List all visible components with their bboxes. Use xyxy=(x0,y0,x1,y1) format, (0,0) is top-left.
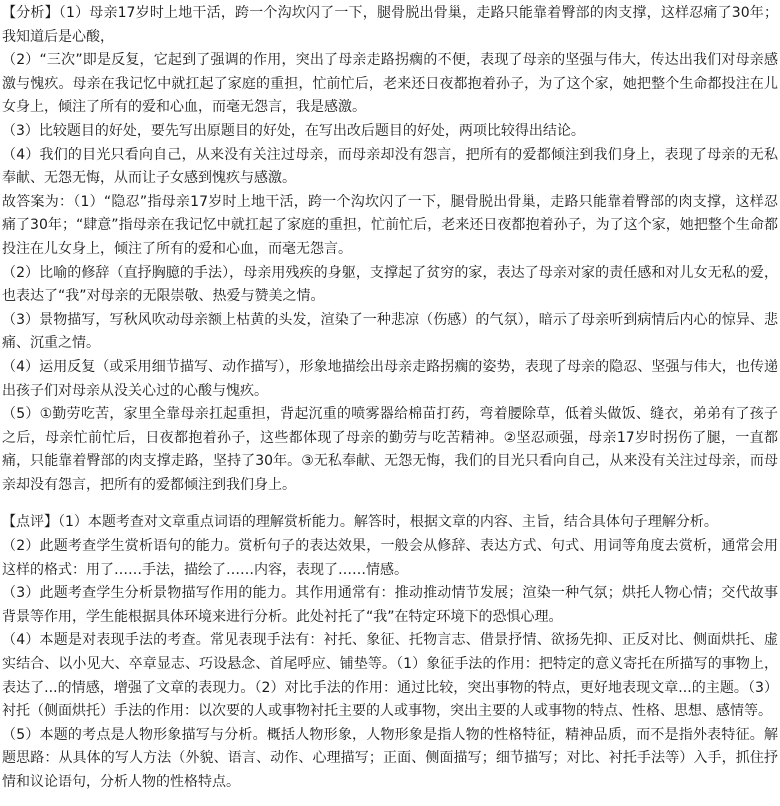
section-divider xyxy=(2,497,778,511)
analysis-paragraph-2: （2）“三次”即是反复，它起到了强调的作用，突出了母亲走路拐瘸的不便，表现了母亲的坚强与伟大，传达出我们对母亲感激与愧疚。母亲在我记忆中就扛起了家庭的重担，忙前忙后，老来还日夜都抱着孙子，为了这个家，她把整个生命都投注在儿女身上，倾注了所有的爱和心血，而毫无怨言，我是感激。 xyxy=(2,52,778,116)
analysis-paragraph-4: （4）我们的目光只看向自己，从来没有关注过母亲，而母亲却没有怨言，把所有的爱都倾注到我们身上，表现了母亲的无私奉献、无怨无悔，从而让子女感到愧疚与感激。 xyxy=(2,146,778,187)
commentary-paragraph-1: 【点评】（1）本题考查对文章重点词语的理解赏析能力。解答时，根据文章的内容、主旨，结合具体句子理解分析。 xyxy=(2,514,718,531)
answer-paragraph-3: （3）景物描写，写秋风吹动母亲额上枯黄的头发，渲染了一种悲凉（伤感）的气氛），暗示了母亲听到病情后内心的惊异、悲痛、沉重之情。 xyxy=(2,311,778,352)
analysis-paragraph-3: （3）比较题目的好处，要先写出原题目的好处，在写出改后题目的好处，两项比较得出结论。 xyxy=(2,122,585,139)
commentary-paragraph-5: （5）本题的考点是人物形象描写与分析。概括人物形象，人物形象是指人物的性格特征，精神品质，而不是指外表特征。解题思路：从具体的写人方法（外貌、语言、动作、心理描写；正面、侧面描写；细节描写；对比、衬托手法等）入手，抓住抒情和议论语句，分析人物的性格特点。 xyxy=(2,726,778,790)
analysis-paragraph-1: 【分析】（1）母亲17岁时上地干活，跨一个沟坎闪了一下，腿骨脱出骨巢，走路只能靠着臀部的肉支撑，这样忍痛了30年；我知道后是心酸， xyxy=(2,5,778,45)
answer-paragraph-1: 故答案为：（1）“隐忍”指母亲17岁时上地干活，跨一个沟坎闪了一下，腿骨脱出骨巢，走路只能靠着臀部的肉支撑，这样忍痛了30年；“肆意”指母亲在我记忆中就扛起了家庭的重担，忙前忙后，老来还日夜都抱着孙子，为了这个家，她把整个生命都投注在儿女身上，倾注了所有的爱和心血，而毫无怨言。 xyxy=(2,193,778,257)
answer-paragraph-4: （4）运用反复（或采用细节描写、动作描写），形象地描绘出母亲走路拐瘸的姿势，表现了母亲的隐忍、坚强与伟大，也传递出孩子们对母亲从没关心过的心酸与愧疚。 xyxy=(2,358,778,399)
analysis-section xyxy=(2,2,778,497)
commentary-paragraph-2: （2）此题考查学生赏析语句的能力。赏析句子的表达效果，一般会从修辞、表达方式、句式、用词等角度去赏析，通常会用这样的格式：用了……手法，描绘了……内容，表现了……情感。 xyxy=(2,538,778,578)
commentary-section xyxy=(2,511,778,794)
answer-paragraph-5: （5）①勤劳吃苦，家里全靠母亲扛起重担，背起沉重的喷雾器给棉苗打药，弯着腰除草，低着头做饭、缝衣，弟弟有了孩子之后，母亲忙前忙后，日夜都抱着孙子，这些都体现了母亲的勤劳与吃苦精神。②坚忍顽强，母亲17岁时拐伤了腿，一直都痛，只能靠着臀部的肉支撑走路，坚持了30年。③无私奉献、无怨无悔，我们的目光只看向自己，从来没有关注过母亲，而母亲却没有怨言，把所有的爱都倾注到我们身上。 xyxy=(2,406,778,493)
commentary-paragraph-4: （4）本题是对表现手法的考查。常见表现手法有：衬托、象征、托物言志、借景抒情、欲扬先抑、正反对比、侧面烘托、虚实结合、以小见大、卒章显志、巧设悬念、首尾呼应、铺垫等。（1）象征手法的作用：把特定的意义寄托在所描写的事物上，表达了...的情感，增强了文章的表现力。（2）对比手法的作用：通过比较，突出事物的特点，更好地表现文章...的主题。（3）衬托（侧面烘托）手法的作用：以次要的人或事物衬托主要的人或事物，突出主要的人或事物的特点、性格、思想、感情等。 xyxy=(2,632,778,720)
commentary-paragraph-3: （3）此题考查学生分析景物描写作用的能力。其作用通常有：推动推动情节发展；渲染一种气氛；烘托人物心情；交代故事背景等作用，学生能根据具体环境来进行分析。此处衬托了“我”在特定环境下的恐惧心理。 xyxy=(2,585,778,625)
answer-paragraph-2: （2）比喻的修辞（直抒胸臆的手法），母亲用残疾的身躯，支撑起了贫穷的家，表达了母亲对家的责任感和对儿女无私的爱，也表达了“我”对母亲的无限崇敬、热爱与赞美之情。 xyxy=(2,264,778,305)
